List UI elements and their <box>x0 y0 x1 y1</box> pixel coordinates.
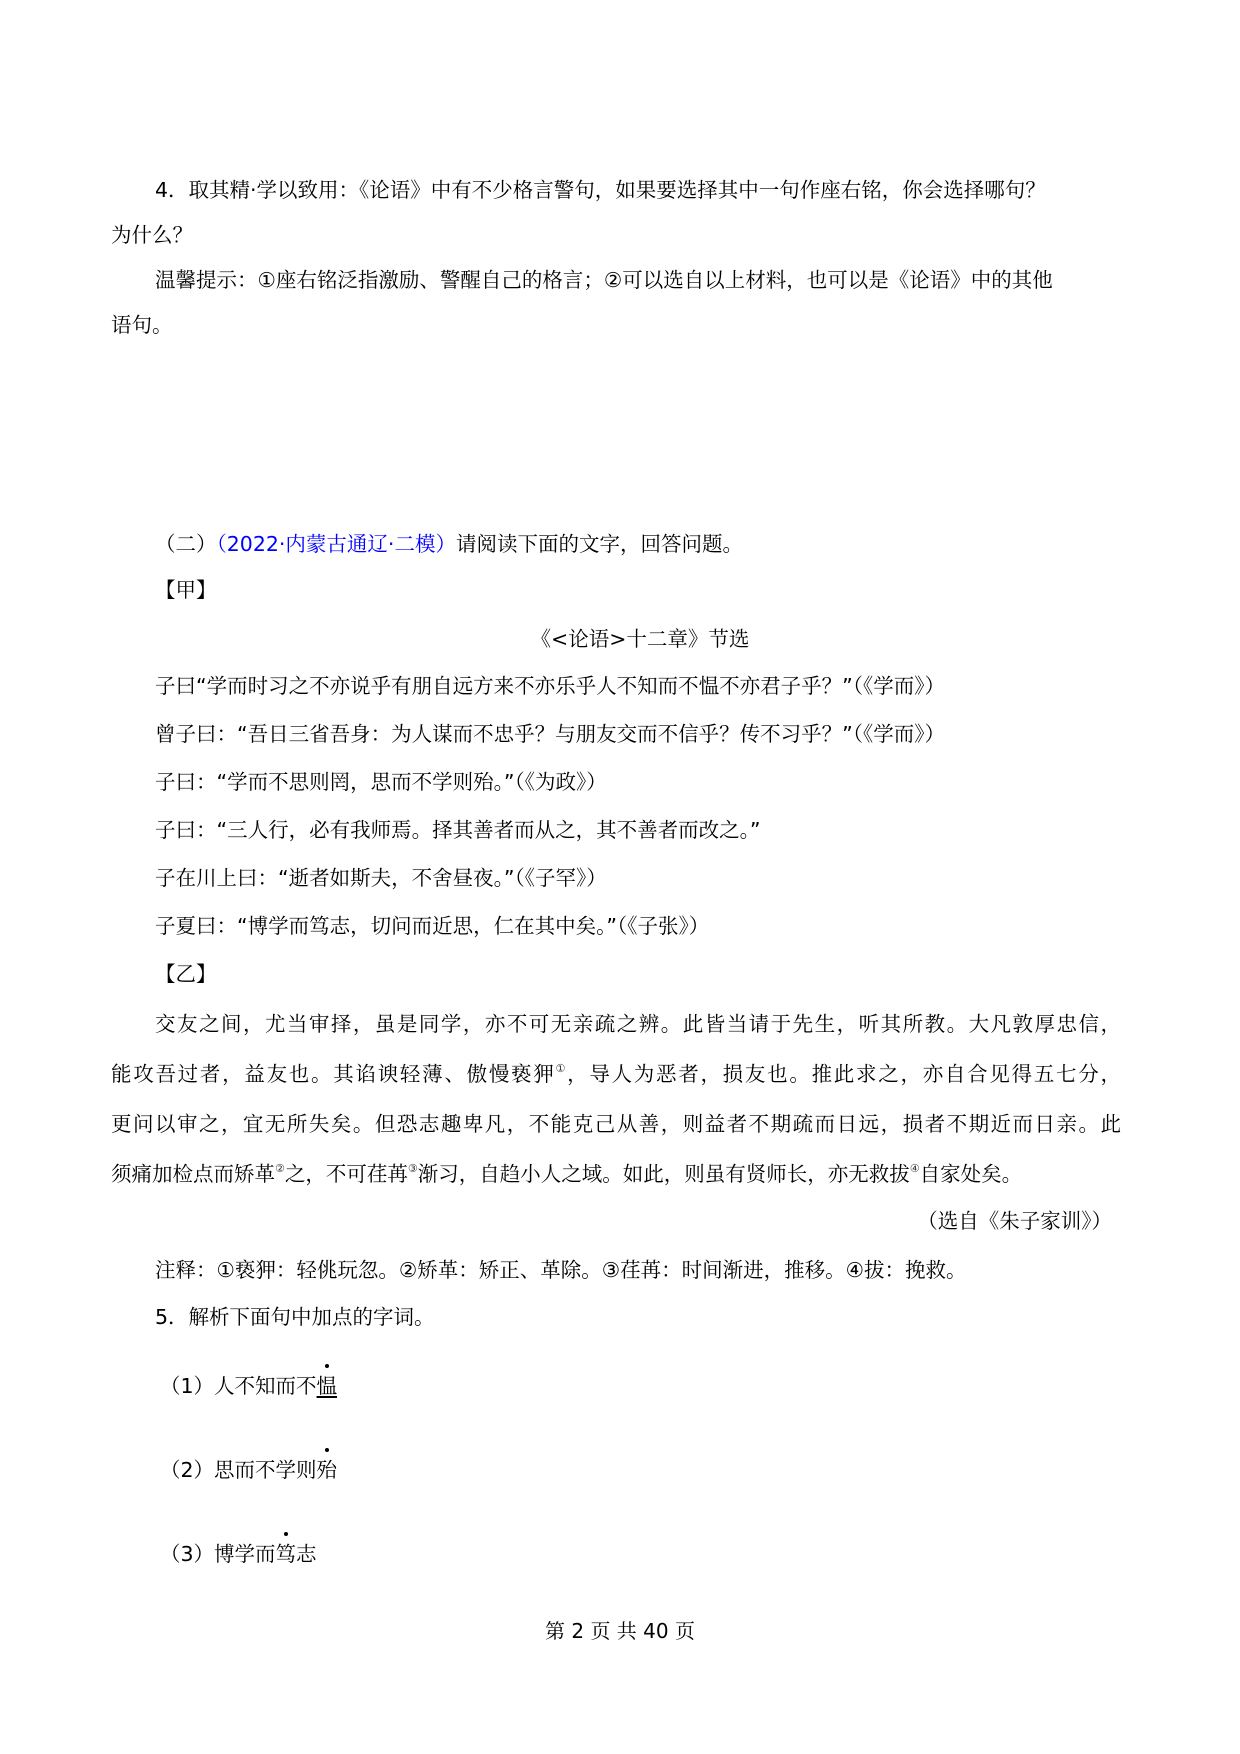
page-number: 第 2 页 共 40 页 <box>545 1619 695 1643</box>
q5-item-1 <box>160 1372 337 1400</box>
question-4-hint: 温馨提示：①座右铭泛指激励、警醒自己的格言；②可以选自以上材料，也可以是《论语》中的其他 <box>155 268 1053 292</box>
yi-source: （选自《朱子家训》） <box>917 1209 1112 1233</box>
footnote-1: ① <box>555 1062 568 1075</box>
quote-2: 曾子曰：“吾日三省吾身：为人谋而不忠乎？与朋友交而不信乎？传不习乎？”（《学而》） <box>155 722 945 746</box>
footnote-3: ③ <box>407 1162 418 1175</box>
section-instruction: 请阅读下面的文字，回答问题。 <box>455 532 743 556</box>
item-number: （2） <box>160 1458 215 1482</box>
section-2-header <box>155 530 743 558</box>
yi-text: ，导人为恶者，损友也。推此求之，亦自合见得五七分， <box>567 1062 1121 1086</box>
section-number: （二） <box>155 532 217 556</box>
q5-item-3 <box>160 1540 317 1568</box>
emphasized-char: 愠 <box>316 1374 338 1398</box>
item-text: 志 <box>296 1542 317 1566</box>
quote-6: 子夏曰：“博学而笃志，切问而近思，仁在其中矣。”（《子张》） <box>155 914 710 938</box>
question-4-text: 4．取其精·学以致用：《论语》中有不少格言警句，如果要选择其中一句作座右铭，你会选择哪句？ <box>155 178 1046 202</box>
item-text: 博学而 <box>214 1542 276 1566</box>
jia-title: 《<论语>十二章》节选 <box>530 627 750 651</box>
yi-para-line-2 <box>111 1060 1121 1088</box>
yi-para-line-3: 更问以审之，宜无所失矣。但恐志趣卑凡，不能克己从善，则益者不期疏而日远，损者不期近而日亲。此 <box>111 1112 1121 1136</box>
emphasized-char: 笃 <box>275 1542 297 1566</box>
yi-para-line-1: 交友之间，尤当审择，虽是同学，亦不可无亲疏之辨。此皆当请于先生，听其所教。大凡敦厚忠信， <box>155 1012 1121 1036</box>
yi-text: 能攻吾过者，益友也。其谄谀轻薄、傲慢亵狎 <box>111 1062 556 1086</box>
question-5-stem: 5．解析下面句中加点的字词。 <box>155 1305 435 1329</box>
question-4-text-cont: 为什么？ <box>111 223 193 247</box>
jia-label: 【甲】 <box>155 578 217 602</box>
footnote-2: ② <box>275 1162 285 1175</box>
yi-text: 自家处矣。 <box>919 1162 1023 1186</box>
footnote-4: ④ <box>909 1162 920 1175</box>
item-number: （1） <box>160 1374 215 1398</box>
item-number: （3） <box>160 1542 215 1566</box>
item-text: 思而不学则 <box>214 1458 317 1482</box>
emphasized-char: 殆 <box>316 1458 338 1482</box>
yi-notes: 注释：①亵狎：轻佻玩忽。②矫革：矫正、革除。③荏苒：时间渐进，推移。④拔：挽救。 <box>155 1258 967 1282</box>
yi-text: 之，不可荏苒 <box>284 1162 408 1186</box>
quote-5: 子在川上曰：“逝者如斯夫，不舍昼夜。”（《子罕》） <box>155 866 607 890</box>
question-4-hint-cont: 语句。 <box>111 313 173 337</box>
quote-1: 子曰“学而时习之不亦说乎有朋自远方来不亦乐乎人不知而不愠不亦君子乎？”（《学而》） <box>155 674 945 698</box>
yi-text: 须痛加检点而矫革 <box>111 1162 275 1186</box>
yi-para-line-4 <box>111 1160 1022 1188</box>
quote-4: 子曰：“三人行，必有我师焉。择其善者而从之，其不善者而改之。” <box>155 818 761 842</box>
source-link[interactable]: （2022·内蒙古通辽·二模） <box>216 532 456 556</box>
item-text: 人不知而不 <box>214 1374 317 1398</box>
q5-item-2 <box>160 1456 337 1484</box>
quote-3: 子曰：“学而不思则罔，思而不学则殆。”（《为政》） <box>155 770 607 794</box>
yi-text: 渐习，自趋小人之域。如此，则虽有贤师长，亦无救拔 <box>417 1162 910 1186</box>
yi-label: 【乙】 <box>155 962 217 986</box>
